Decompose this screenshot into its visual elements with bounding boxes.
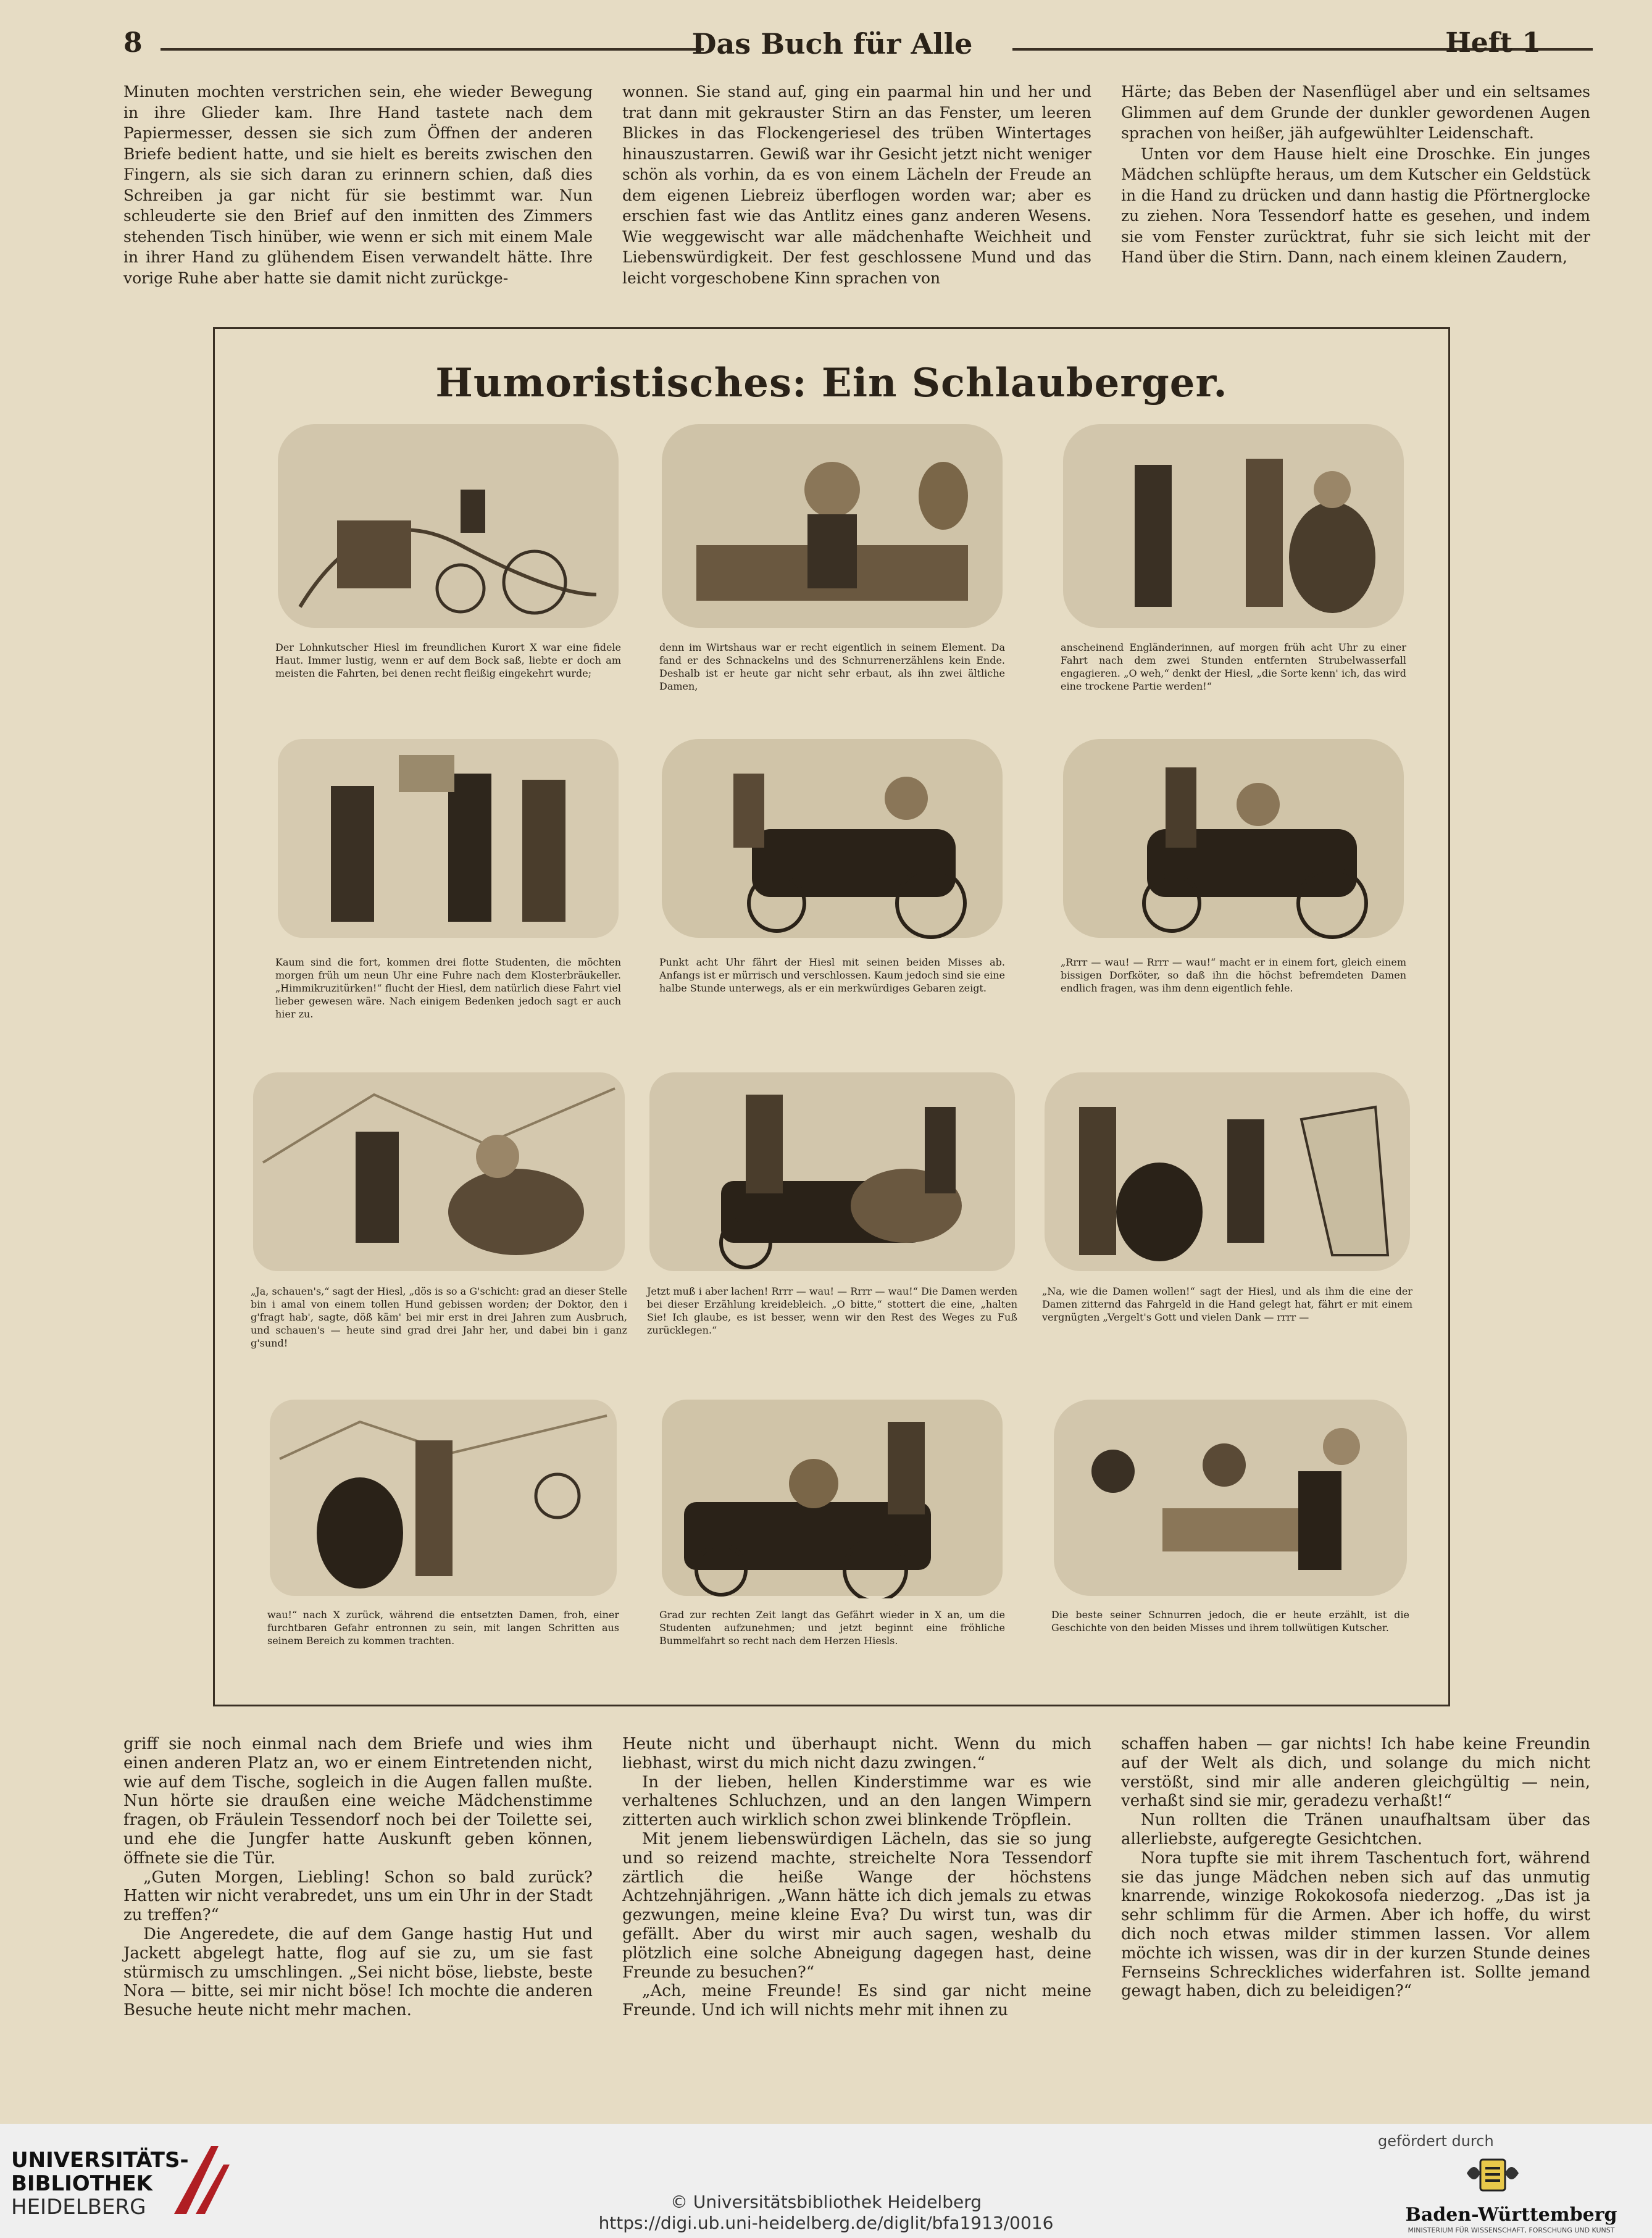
panel-illustration [659, 1397, 1005, 1598]
text-column [1121, 81, 1590, 288]
panel-illustration [659, 737, 1005, 940]
text-column [123, 81, 593, 288]
text-column [1121, 1735, 1590, 2020]
paragraph: Nun rollten die Tränen unaufhaltsam über das allerliebste, aufgeregte Gesichtchen. [1121, 1811, 1590, 1848]
paragraph: „Guten Morgen, Liebling! Schon so bald zurück? Hatten wir nicht verabredet, uns um ein Uhr in der Stadt zu treffen?“ [123, 1868, 593, 1925]
panel-illustration [275, 422, 621, 630]
paragraph: wonnen. Sie stand auf, ging ein paarmal hin und her und trat dann mit gekrauster Stirn an das Fenster, um leeren Blickes in das Flockengeriesel des trüben Wintertages hinauszustarren. Gewiß war ihr Gesicht jetzt nicht weniger schön als vorhin, da es von einem Lächeln der Freude an dem eigenen Liebreiz überflogen worden war; aber es erschien fast wie das Antlitz eines ganz anderen Wesens. Wie weggewischt war alle mädchenhafte Weichheit und Liebenswürdigkeit. Der fest geschlossene Mund und das leicht vorgeschobene Kinn sprachen von [622, 83, 1091, 287]
comic-panel [1061, 422, 1406, 730]
panel-caption: „Ja, schauen's,“ sagt der Hiesl, „dös is so a G'schicht: grad an dieser Stelle bin i amal von einem tollen Hund gebissen worden; der Doktor, den i g'fragt hab', sagte, döß käm' bei mir erst in drei Jahren zum Ausbruch, und schauen's — heute sind grad drei Jahr her, und dabei bin i ganz g'sund! [251, 1285, 627, 1349]
comic-panel [275, 737, 621, 1058]
paragraph: Die Angeredete, die auf dem Gange hastig Hut und Jackett abgelegt hatte, flog auf sie zu, um sie fast stürmisch zu umschlingen. „Sei nicht böse, liebste, beste Nora — bitte, sei mir nicht böse! Ich mochte die anderen Besuche heute nicht mehr machen. [123, 1924, 593, 2020]
paragraph: Härte; das Beben der Nasenflügel aber und ein seltsames Glimmen auf dem Grunde der dunkler gewordenen Augen sprachen von heißer, jäh aufgewühlter Leidenschaft. [1121, 83, 1590, 142]
text-column [622, 1735, 1091, 2020]
panel-illustration [275, 737, 621, 940]
top-text-columns [123, 81, 1590, 288]
paragraph: „Ach, meine Freunde! Es sind gar nicht meine Freunde. Und ich will nichts mehr mit ihnen zu [622, 1982, 1091, 2020]
panel-caption: Der Lohnkutscher Hiesl im freundlichen Kurort X war eine fidele Haut. Immer lustig, wenn er auf dem Bock saß, liebte er doch am meisten die Fahrten, bei denen recht fleißig eingekehrt wurde; [275, 641, 621, 679]
comic-panel [647, 1070, 1017, 1391]
panel-illustration [647, 1070, 1017, 1274]
bottom-text-columns [123, 1735, 1590, 2020]
panel-caption: Kaum sind die fort, kommen drei flotte Studenten, die möchten morgen früh um neun Uhr eine Fuhre nach dem Klosterbräukeller. „Himmikruzitürken!“ flucht der Hiesl, dem natürlich diese Fahrt viel lieber gewesen wäre. Nach einigem Bedenken jedoch sagt er auch hier zu. [275, 956, 621, 1020]
panel-illustration [251, 1070, 627, 1274]
state-crest-icon [1462, 2155, 1524, 2204]
paragraph: Minuten mochten verstrichen sein, ehe wieder Bewegung in ihre Glieder kam. Ihre Hand tastete nach dem Papiermesser, dessen sie sich zum Öffnen der anderen Briefe bedient hatte, und sie hielt es bereits zwischen den Fingern, als sie sich daran zu erinnern schien, daß dies Schreiben ja gar nicht für sie bestimmt war. Nun schleuderte sie den Brief auf den inmitten des Zimmers stehenden Tisch hinüber, wie wenn er sich mit einem Male in ihrer Hand zu glühendem Eisen verwandelt hätte. Ihre vorige Ruhe aber hatte sie damit nicht zurückge- [123, 83, 593, 287]
panel-caption: „Na, wie die Damen wollen!“ sagt der Hiesl, und als ihm die eine der Damen zitternd das Fahrgeld in die Hand gelegt hat, fährt er mit einem vergnügten „Vergelt's Gott und vielen Dank — rrrr — [1042, 1285, 1412, 1323]
comic-panel [1042, 1070, 1412, 1391]
paragraph: In der lieben, hellen Kinderstimme war es wie verhaltenes Schluchzen, und an den langen Wimpern zitterten auch wirklich schon zwei blinkende Tröpflein. [622, 1772, 1091, 1830]
panel-caption: Grad zur rechten Zeit langt das Gefährt wieder in X an, um die Studenten aufzunehmen; und jetzt beginnt eine fröhliche Bummelfahrt so recht nach dem Herzen Hiesls. [659, 1609, 1005, 1647]
comic-panel [659, 737, 1005, 1058]
ministry-name: MINISTERIUM FÜR WISSENSCHAFT, FORSCHUNG UND KUNST [1408, 2226, 1615, 2234]
panel-caption: denn im Wirtshaus war er recht eigentlich in seinem Element. Da fand er des Schnackelns und des Schnurrenerzählens kein Ende. Deshalb ist er heute gar nicht sehr erbaut, als ihn zwei ältliche Damen, [659, 641, 1005, 692]
panel-caption: „Rrrr — wau! — Rrrr — wau!“ macht er in einem fort, gleich einem bissigen Dorfköter, so daß ihn die höchst befremdeten Damen endlich fragen, was ihm denn eigentlich fehle. [1061, 956, 1406, 994]
comic-panel [1061, 737, 1406, 1058]
library-line: HEIDELBERG [11, 2195, 146, 2219]
source-url-link[interactable]: https://digi.ub.uni-heidelberg.de/diglit/bfa1913/0016 [598, 2213, 1054, 2233]
library-line: UNIVERSITÄTS- [11, 2148, 189, 2173]
page-header [123, 27, 1541, 70]
page-number: 8 [123, 27, 143, 59]
panel-illustration [1061, 422, 1406, 630]
text-column [123, 1735, 593, 2020]
comic-panel [1051, 1397, 1409, 1687]
paragraph: griff sie noch einmal nach dem Briefe und wies ihm einen anderen Platz an, wo er einem Eintretenden nicht, wie auf dem Tische, sogleich in die Augen fallen mußte. Nun hörte sie draußen eine weiche Mädchenstimme fragen, ob Fräulein Tessendorf noch bei der Toilette sei, und ehe die Jungfer hatte Auskunft geben können, öffnete sie die Tür. [123, 1735, 593, 1868]
comic-panel [251, 1070, 627, 1391]
paragraph: schaffen haben — gar nichts! Ich habe keine Freundin auf der Welt als dich, und solange du mich nicht verstößt, sind mir alle anderen gleichgültig — nein, verhaßt sind sie mir, geradezu verhaßt!“ [1121, 1735, 1590, 1811]
comic-strip [213, 327, 1450, 1706]
comic-panel [275, 422, 621, 730]
state-name: Baden-Württemberg [1405, 2204, 1617, 2226]
publication-title: Das Buch für Alle [691, 27, 973, 61]
panel-caption: wau!“ nach X zurück, während die entsetzten Damen, froh, einer furchtbaren Gefahr entronnen zu sein, mit langen Schritten aus seinem Bereich zu kommen trachten. [267, 1609, 619, 1647]
paragraph: Mit jenem liebenswürdigen Lächeln, das sie so jung und so reizend machte, streichelte Nora Tessendorf zärtlich die heiße Wange der höchstens Achtzehnjährigen. „Wann hätte ich dich jemals zu etwas gezwungen, meine kleine Eva? Du wirst tun, was dir gefällt. Aber du wirst mir auch sagen, weshalb du plötzlich eine solche Abneigung dagegen hast, deine Freunde zu besuchen?“ [622, 1829, 1091, 1982]
panel-illustration [267, 1397, 619, 1598]
funded-by-label: gefördert durch [1378, 2132, 1494, 2150]
paragraph: Unten vor dem Hause hielt eine Droschke. Ein junges Mädchen schlüpfte heraus, um dem Kutscher ein Geldstück in die Hand zu drücken und dann hastig die Pförtnerglocke zu ziehen. Nora Tessendorf hatte es gesehen, und indem sie vom Fenster zurücktrat, fuhr sie sich leicht mit der Hand über die Stirn. Dann, nach einem kleinen Zaudern, [1121, 144, 1590, 266]
panel-illustration [1042, 1070, 1412, 1274]
comic-title: Humoristisches: Ein Schlauberger. [435, 360, 1228, 406]
panel-illustration [1061, 737, 1406, 940]
panel-caption: Jetzt muß i aber lachen! Rrrr — wau! — Rrrr — wau!“ Die Damen werden bei dieser Erzählung kreidebleich. „O bitte,“ stottert die eine, „halten Sie! Ich glaube, es ist besser, wenn wir den Rest des Weges zu Fuß zurücklegen.“ [647, 1285, 1017, 1336]
comic-panel [659, 1397, 1005, 1687]
copyright-text: © Universitätsbibliothek Heidelberg [670, 2192, 982, 2212]
panel-caption: Die beste seiner Schnurren jedoch, die er heute erzählt, ist die Geschichte von den beiden Misses und ihrem tollwütigen Kutscher. [1051, 1609, 1409, 1634]
paragraph: Nora tupfte sie mit ihrem Taschentuch fort, während sie das junge Mädchen neben sich auf das unmutig knarrende, winzige Rokokosofa niederzog. „Das ist ja sehr schlimm für die Armen. Aber ich hoffe, du wirst dich noch etwas milder stimmen lassen. Vor allem möchte ich wissen, was dir in der kurzen Stunde deines Fernseins Schreckliches widerfahren ist. Sollte jemand gewagt haben, dich zu beleidigen?“ [1121, 1848, 1590, 2001]
comic-panel [267, 1397, 619, 1687]
panel-caption: anscheinend Engländerinnen, auf morgen früh acht Uhr zu einer Fahrt nach dem zwei Stunden entfernten Strubelwasserfall engagieren. „O weh,“ denkt der Hiesl, „die Sorte kenn' ich, das wird eine trockene Partie werden!“ [1061, 641, 1406, 692]
paragraph: Heute nicht und überhaupt nicht. Wenn du mich liebhast, wirst du mich nicht dazu zwingen.“ [622, 1735, 1091, 1772]
issue-label: Heft 1 [1445, 27, 1541, 59]
panel-caption: Punkt acht Uhr fährt der Hiesl mit seinen beiden Misses ab. Anfangs ist er mürrisch und verschlossen. Kaum jedoch sind sie eine halbe Stunde unterwegs, als er ein merkwürdiges Gebaren zeigt. [659, 956, 1005, 994]
text-column [622, 81, 1091, 288]
comic-panel [659, 422, 1005, 730]
panel-illustration [659, 422, 1005, 630]
panel-illustration [1051, 1397, 1409, 1598]
viewer-footer [0, 2124, 1652, 2238]
library-line: BIBLIOTHEK [11, 2171, 152, 2196]
